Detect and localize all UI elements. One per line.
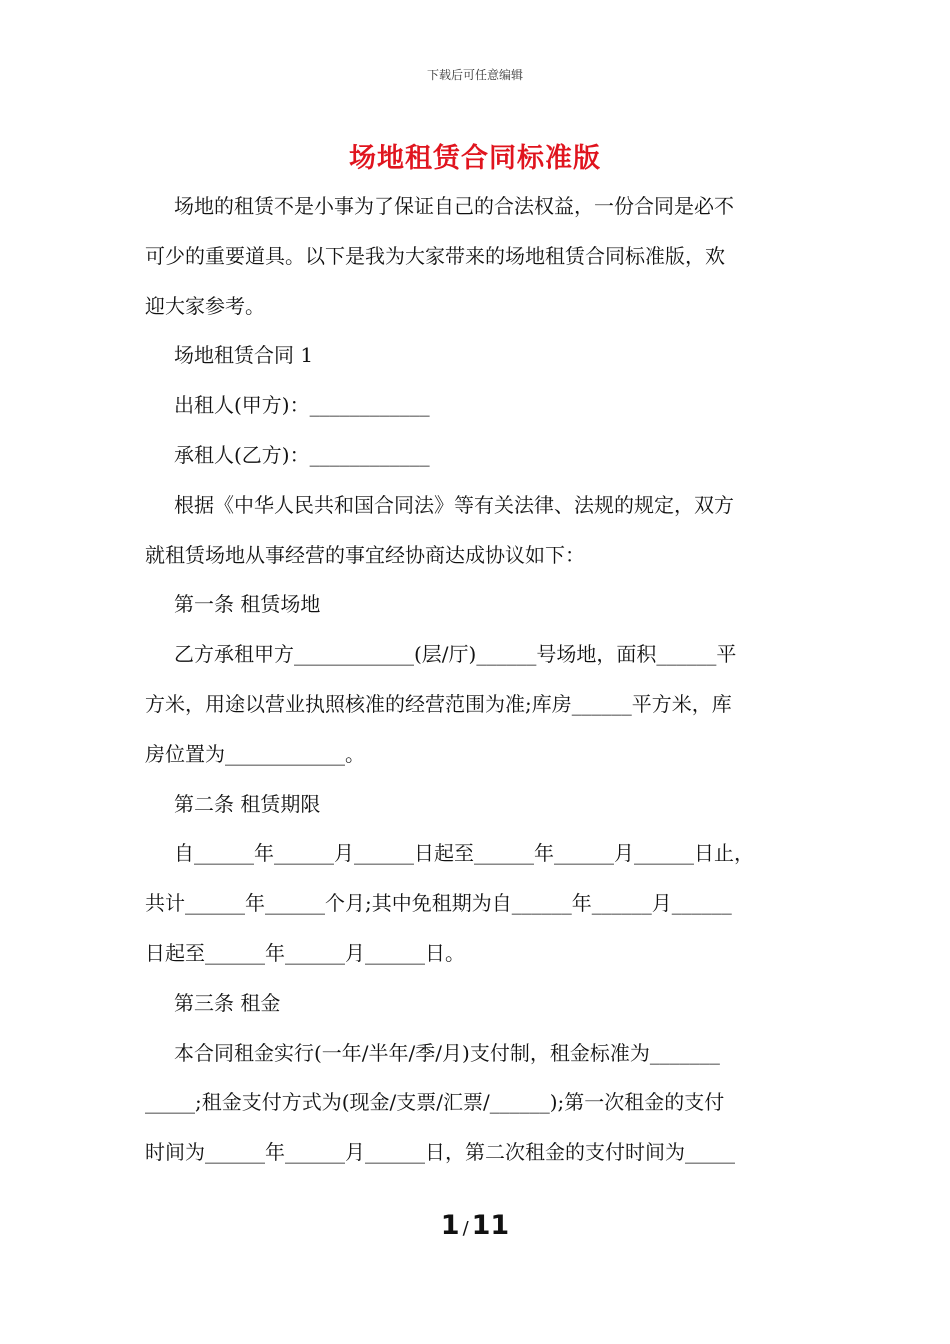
text-line xyxy=(145,630,805,680)
text-line-content: 场地租赁合同 1 xyxy=(174,343,314,368)
current-page: 1 xyxy=(440,1210,460,1241)
document-body xyxy=(145,182,805,1178)
text-line xyxy=(145,481,805,531)
text-line xyxy=(145,431,805,481)
page-separator: / xyxy=(462,1218,469,1239)
text-line-content: 本合同租金实行(一年/半年/季/月)支付制，租金标准为_______ xyxy=(174,1040,720,1065)
text-line-content: 场地的租赁不是小事为了保证自己的合法权益，一份合同是必不 xyxy=(174,194,734,218)
text-line xyxy=(145,282,805,332)
text-line-content: _____;租金支付方式为(现金/支票/汇票/______);第一次租金的支付 xyxy=(145,1090,725,1115)
text-line-content: 就租赁场地从事经营的事宜经协商达成协议如下： xyxy=(145,542,585,567)
text-line-content: 第二条 租赁期限 xyxy=(174,791,321,816)
text-line-content: 出租人(甲方)：____________ xyxy=(174,393,430,418)
text-line-content: 乙方承租甲方____________(层/厅)______号场地，面积______平 xyxy=(174,642,737,667)
text-line xyxy=(145,1128,805,1178)
page-number xyxy=(0,1210,950,1241)
text-line xyxy=(145,182,805,232)
document-title: 场地租赁合同标准版 xyxy=(349,143,601,174)
text-line-content: 根据《中华人民共和国合同法》等有关法律、法规的规定，双方 xyxy=(174,492,734,517)
text-line-content: 第三条 租金 xyxy=(174,990,281,1015)
text-line xyxy=(145,1078,805,1128)
text-line-content: 方米，用途以营业执照核准的经营范围为准;库房______平方米，库 xyxy=(145,691,732,716)
text-line xyxy=(145,331,805,381)
text-line-content: 自______年______月______日起至______年______月______日止， xyxy=(174,841,754,866)
text-line-content: 承租人(乙方)：____________ xyxy=(174,442,430,467)
text-line-content: 房位置为____________。 xyxy=(145,741,365,766)
text-line xyxy=(145,929,805,979)
text-line-content: 第一条 租赁场地 xyxy=(174,592,321,617)
text-line xyxy=(145,829,805,879)
text-line xyxy=(145,730,805,780)
text-line xyxy=(145,531,805,581)
text-line xyxy=(145,979,805,1029)
text-line-content: 共计______年______个月;其中免租期为自______年______月______ xyxy=(145,891,732,916)
header-note: 下载后可任意编辑 xyxy=(426,68,523,82)
text-line xyxy=(145,1029,805,1079)
text-line xyxy=(145,580,805,630)
text-line-content: 可少的重要道具。以下是我为大家带来的场地租赁合同标准版，欢 xyxy=(145,243,725,268)
text-line xyxy=(145,381,805,431)
text-line xyxy=(145,232,805,282)
text-line xyxy=(145,879,805,929)
total-pages: 11 xyxy=(471,1210,510,1241)
text-line-content: 日起至______年______月______日。 xyxy=(145,940,465,965)
text-line-content: 迎大家参考。 xyxy=(145,293,265,318)
text-line xyxy=(145,780,805,830)
text-line-content: 时间为______年______月______日，第二次租金的支付时间为_____ xyxy=(145,1140,735,1165)
text-line xyxy=(145,680,805,730)
